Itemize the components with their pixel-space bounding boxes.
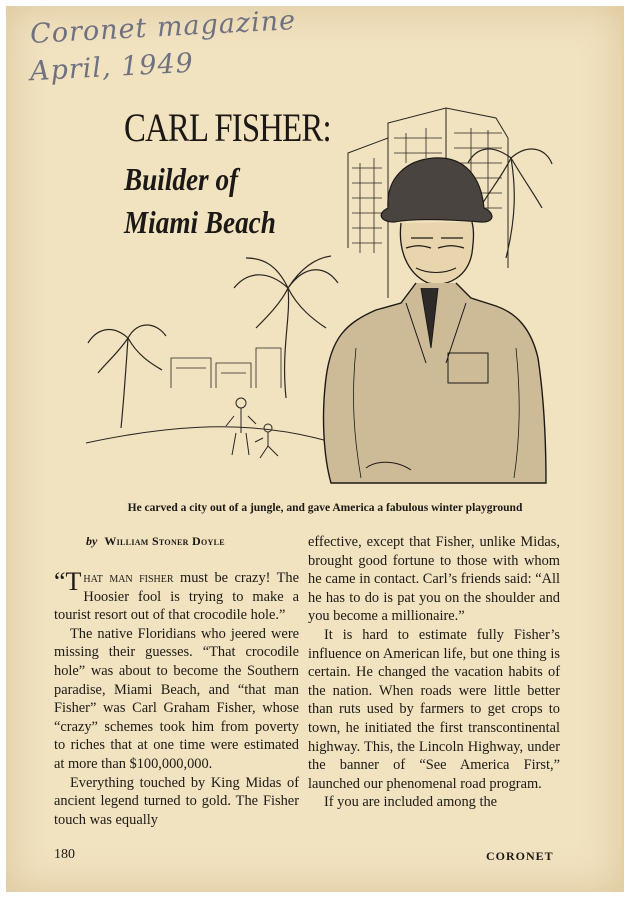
paragraph-1-text: must be crazy! The Hoosier fool is trying to make a tourist resort out of that crocodile hole.” [54,570,299,624]
running-footer: CORONET [486,849,554,863]
article-column-left [54,569,299,829]
byline-author: William Stoner Doyle [104,534,225,548]
lead-in: hat man fisher [83,570,174,586]
page-number: 180 [54,847,75,862]
byline [86,534,225,549]
byline-prefix: by [86,534,98,548]
article-column-right [308,533,560,812]
drop-cap: “T [54,567,82,596]
headline-subtitle-line1: Builder of [124,161,239,197]
magazine-page [6,6,624,892]
article-paragraph-3: Everything touched by King Midas of ancient legend turned to gold. The Fisher touch was equally [54,774,299,828]
tagline: He carved a city out of a jungle, and gave America a fabulous winter playground [127,502,523,514]
handwritten-note-line1: Coronet magazine [29,5,297,50]
article-paragraph-5: If you are included among the [324,794,498,811]
headline [124,104,376,241]
article-paragraph-3-continued: effective, except that Fisher, unlike Midas, brought good fortune to those with whom he came in contact. Carl’s friends said: “All he has to do is pat you on the shoulder and you become a millionaire.” [308,534,560,625]
headline-subtitle-line2: Miami Beach [124,204,276,240]
article-paragraph-2: The native Floridians who jeered were missing their guesses. “That crocodile hole” was about to become the Southern paradise, Miami Beach, and “that man Fisher” was Carl Graham Fisher, whose “crazy” schemes took him from poverty to riches that at one time were estimated at more than $100,000,000. [54,625,299,772]
headline-title: CARL FISHER: [124,105,331,150]
distant-buildings [171,348,281,388]
handwritten-note-line2: April, 1949 [29,47,195,88]
article-paragraph-4: It is hard to estimate fully Fisher’s influence on American life, but one thing is certain. He changed the vacation habits of the nation. When roads were little better than ruts used by farmers to get crops to town, he initiated the first transcontinental highway. This, the Lincoln Highway, under the banner of “See America First,” launched our phenomenal road program. [308,626,560,792]
article-paragraph-1 [54,569,299,625]
